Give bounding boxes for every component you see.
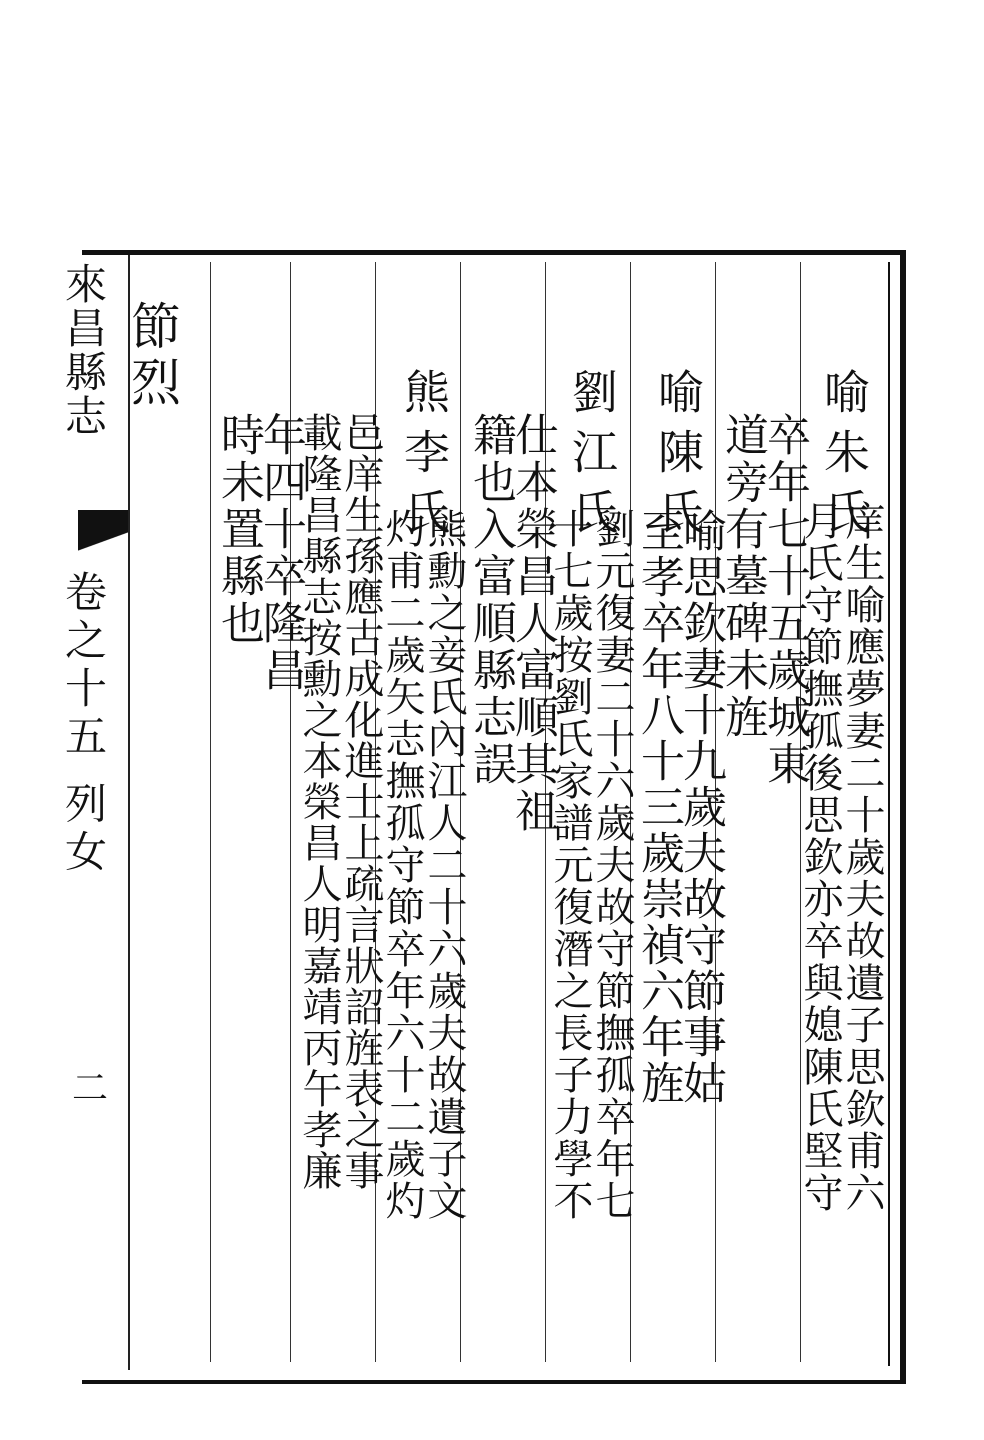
column-rule: [210, 262, 211, 1362]
entry-title: 喻陳氏: [651, 368, 705, 548]
text-column: 籍也入富順縣志誤: [465, 412, 516, 788]
text-column: 灼甫二歲矢志撫孤守節卒年六十二歲灼: [379, 508, 425, 1222]
text-column: 十七歲按劉氏家譜元復潛之長子力學不: [547, 508, 593, 1222]
entry-title: 劉江氏: [565, 368, 619, 548]
text-column: 熊勳之妾氏內江人二十六歲夫故遺子文: [421, 508, 467, 1222]
text-column: 卒年七十五歲城東: [759, 412, 810, 788]
margin-title: 來昌縣志: [59, 262, 108, 438]
margin-section: 卷之十五 列女: [59, 570, 108, 878]
text-column: 月氏守節撫孤後思欽亦卒與媳陳氏堅守: [797, 500, 843, 1214]
text-column: 載隆昌縣志按勳之本榮昌人明嘉靖丙午孝廉: [296, 412, 342, 1191]
margin-page-number: 二: [72, 1068, 109, 1109]
text-column: 庠生喻應夢妻二十歲夫故遺子思欽甫六: [839, 500, 885, 1214]
text-column: 時未置縣也: [213, 412, 264, 647]
text-column: 至孝卒年八十三歲崇禎六年旌: [633, 508, 684, 1106]
text-column: 喻思欽妻十九歲夫故守節事姑: [675, 508, 726, 1106]
text-column: 邑庠生孫應古成化進士上疏言狀詔旌表之事: [338, 412, 384, 1191]
section-heading: 節烈: [123, 300, 181, 412]
fish-tail-mark: [78, 510, 128, 565]
text-column: 年四十卒隆昌: [255, 412, 306, 694]
entry-title: 喻朱氏: [817, 368, 871, 548]
text-column: 仕本榮昌人富順其祖: [507, 412, 558, 835]
text-column: 道旁有墓碑未旌: [717, 412, 768, 741]
entry-title: 熊李氏: [397, 368, 451, 548]
text-column: 劉元復妻二十六歲夫故守節撫孤卒年七: [589, 508, 635, 1222]
